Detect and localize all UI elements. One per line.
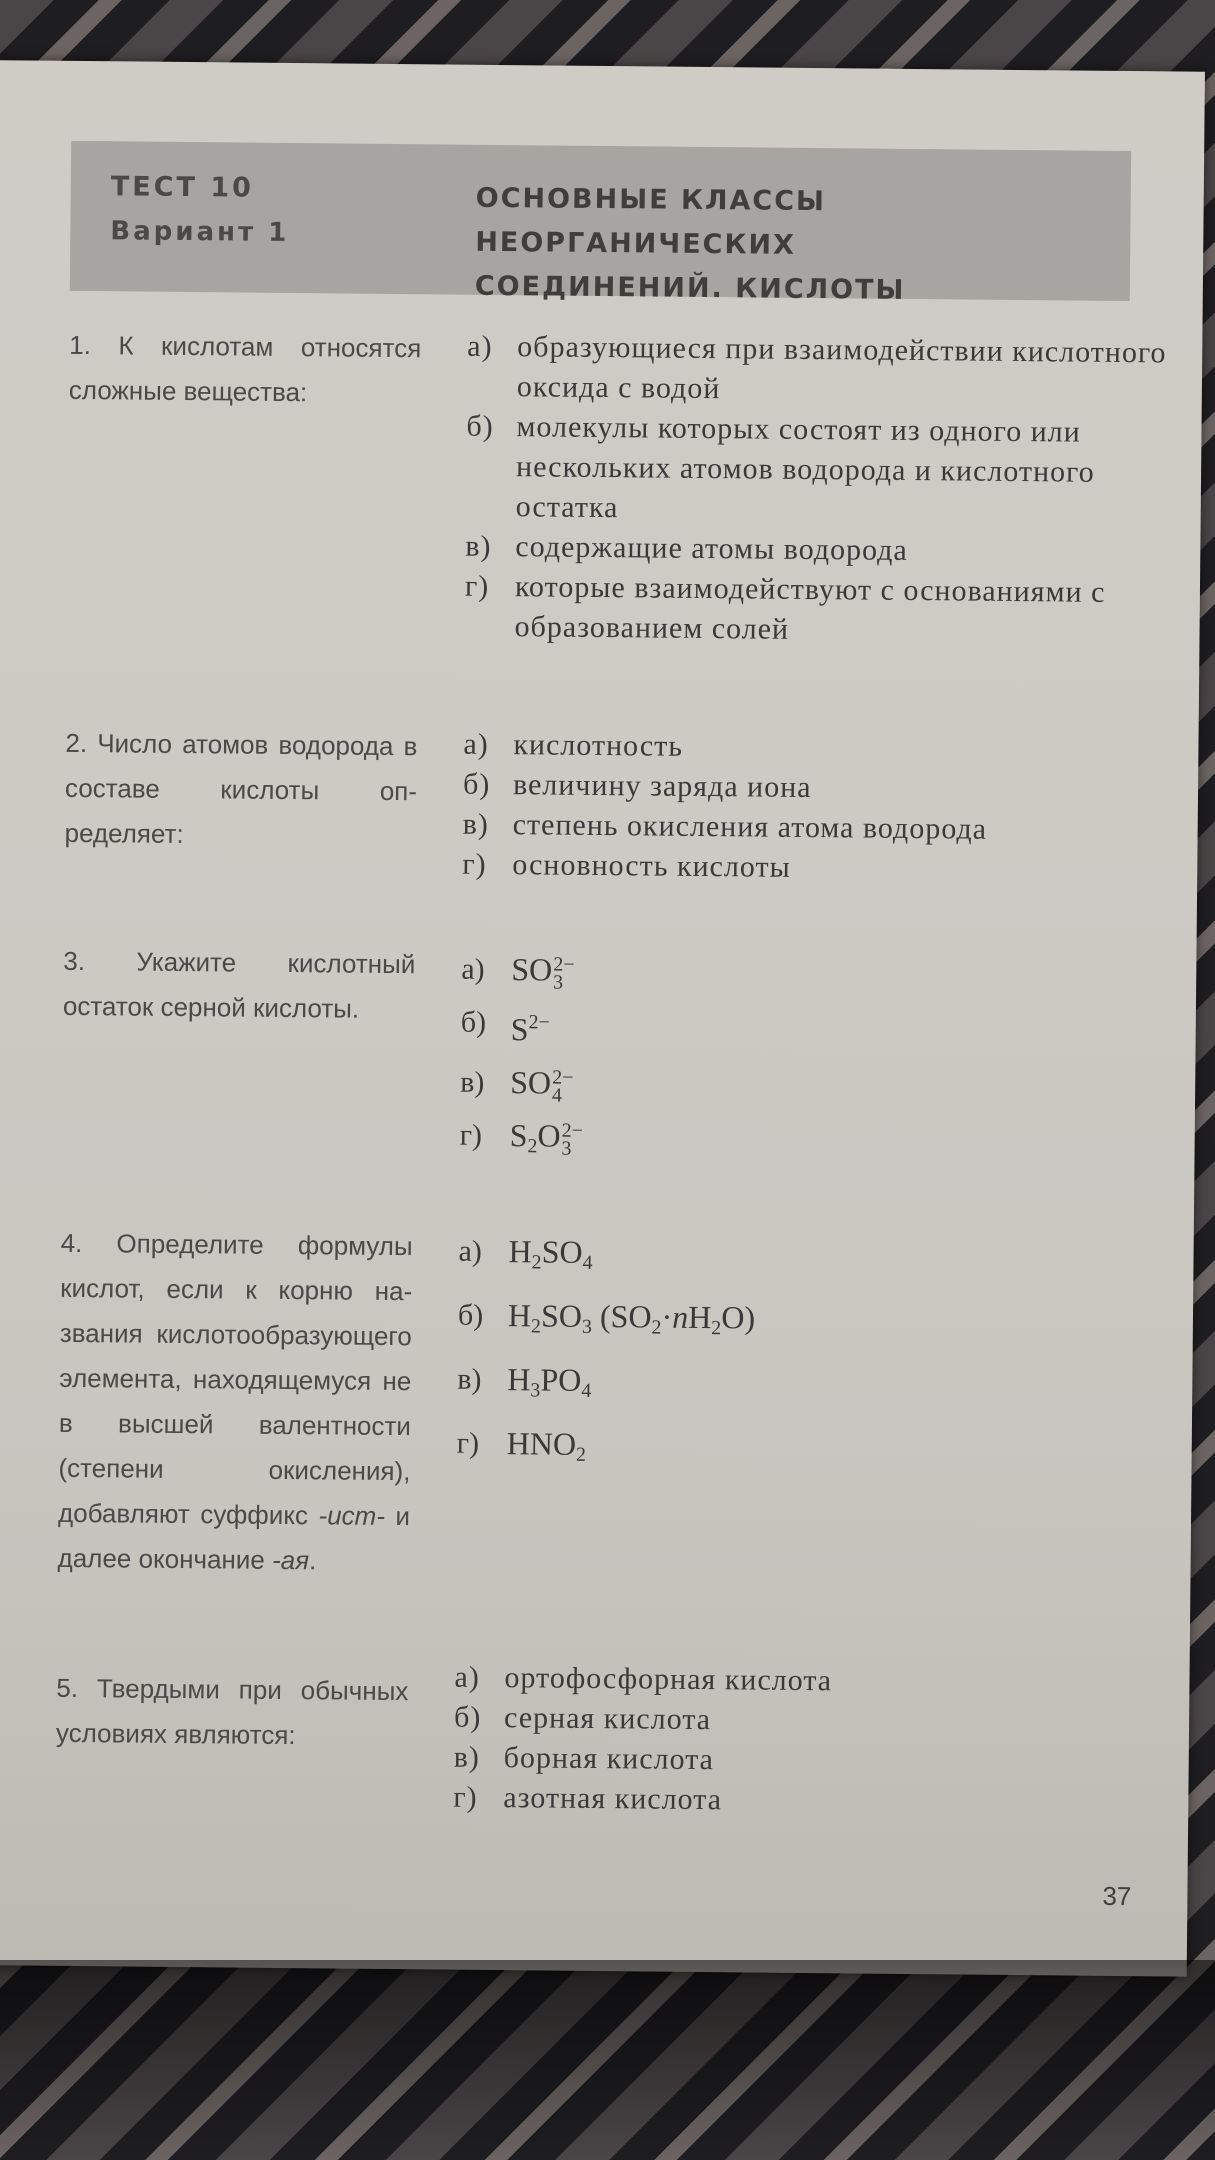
answer-option	[460, 1056, 1160, 1116]
answer-option	[460, 996, 1161, 1063]
answer-text: образующиеся при взаимодействии кислотного оксида с водой	[516, 330, 1167, 406]
answer-letter: а)	[454, 1660, 480, 1694]
answer-option	[462, 805, 1162, 852]
formula: $H_2SO_4$	[508, 1233, 593, 1274]
answer-letter: б)	[460, 1005, 487, 1039]
answer-letter: б)	[457, 1298, 484, 1332]
answer-option	[454, 1738, 1154, 1785]
answer-text: которые взаимодействуют с основаниями с образованием солей	[514, 570, 1106, 646]
answer-letter: г)	[462, 847, 487, 881]
answer-option	[459, 1109, 1160, 1180]
answer-option	[454, 1658, 1154, 1705]
question-text: 1. К кислотам относятся сложные вещества:	[68, 329, 422, 408]
answer-letter: г)	[453, 1780, 478, 1814]
question-5	[55, 1660, 1137, 1817]
answer-letter: в)	[453, 1740, 481, 1774]
formula: SO 2− 4	[510, 1064, 574, 1107]
answer-option	[462, 845, 1162, 892]
test-header	[70, 141, 1131, 306]
answer-text: основность кислоты	[512, 848, 791, 884]
question-text: 2. Число атомов водорода в составе кислоты определяет:	[64, 727, 418, 849]
question-text: 3. Укажите кислотный остаток серной кислоты.	[62, 945, 416, 1024]
answer-option	[457, 1353, 1158, 1424]
answer-list	[456, 1225, 1158, 1488]
answer-text: борная кислота	[503, 1741, 715, 1777]
formula: $HNO_2$	[506, 1425, 587, 1466]
answer-letter: в)	[457, 1362, 482, 1396]
answer-letter: а)	[461, 952, 485, 986]
answer-option	[461, 943, 1161, 1003]
answer-text: молекулы которых состоят из одного или нескольких атомов водорода и кислотного остатка	[515, 410, 1095, 525]
answer-letter: в)	[462, 807, 490, 841]
answer-list	[462, 725, 1164, 892]
answer-text: величину заряда иона	[512, 768, 812, 805]
answer-letter: а)	[463, 727, 489, 761]
answer-letter: б)	[453, 1700, 482, 1734]
answer-letter: а)	[467, 329, 493, 363]
answer-letter: г)	[464, 569, 490, 603]
answer-list	[464, 327, 1167, 654]
formula: $S^{2-}$	[510, 1011, 550, 1048]
question-1	[68, 323, 1167, 646]
answer-option	[456, 1417, 1157, 1488]
answer-option	[458, 1289, 1159, 1360]
answer-option	[466, 407, 1167, 534]
answer-option	[464, 567, 1165, 654]
answer-letter: а)	[458, 1234, 483, 1268]
answer-text: серная кислота	[503, 1701, 712, 1737]
question-2	[64, 721, 1146, 884]
answer-text: азотная кислота	[503, 1781, 723, 1817]
title-line-2: СОЕДИНЕНИЙ. КИСЛОТЫ	[474, 270, 906, 306]
answer-text: содержащие атомы водорода	[515, 530, 908, 567]
question-text: 5. Твердыми при обычных условиях являются:	[55, 1672, 409, 1751]
bottom-shadow	[0, 1960, 1215, 2160]
answer-text: кислотность	[513, 728, 684, 763]
answer-list	[453, 1658, 1155, 1825]
answer-option	[467, 327, 1168, 414]
answer-letter: г)	[456, 1426, 480, 1460]
formula: $H_3PO_4$	[507, 1361, 592, 1402]
formula: $H_2SO_3$ $(SO_2\cdot nH_2O)$	[507, 1297, 756, 1340]
book-page	[0, 60, 1205, 1977]
answer-letter: б)	[462, 767, 491, 801]
test-title	[475, 177, 1116, 315]
answer-letter: б)	[466, 409, 494, 443]
page-number: 37	[1102, 1880, 1132, 1912]
answer-option	[465, 527, 1165, 574]
question-3	[62, 939, 1144, 1160]
answer-letter: в)	[460, 1065, 485, 1099]
answer-option	[463, 725, 1163, 772]
formula: SO 2− 3	[511, 951, 575, 994]
answer-list	[459, 943, 1161, 1180]
answer-text: степень окисления атома водорода	[512, 808, 988, 846]
answer-option	[463, 765, 1163, 812]
formula: $S_2O$ 2− 3	[509, 1117, 584, 1160]
answer-text: ортофосфорная кислота	[504, 1661, 833, 1698]
answer-letter: г)	[459, 1118, 483, 1152]
question-4	[57, 1221, 1141, 1576]
answer-option	[458, 1225, 1159, 1296]
answer-letter: в)	[465, 529, 492, 563]
answer-option	[454, 1698, 1154, 1745]
question-text: 4. Определите формулы кислот, если к корню названия кислотообразующего элемента, находящемуся не в высшей валентности (степени окисления), добавляют суффикс -ист- и далее окончание -ая.	[57, 1227, 413, 1576]
answer-option	[453, 1778, 1153, 1825]
title-line-1: ОСНОВНЫЕ КЛАССЫ НЕОРГАНИЧЕСКИХ	[475, 182, 827, 261]
variant-label: Вариант 1	[110, 216, 290, 248]
test-number: ТЕСТ 10	[110, 171, 255, 204]
